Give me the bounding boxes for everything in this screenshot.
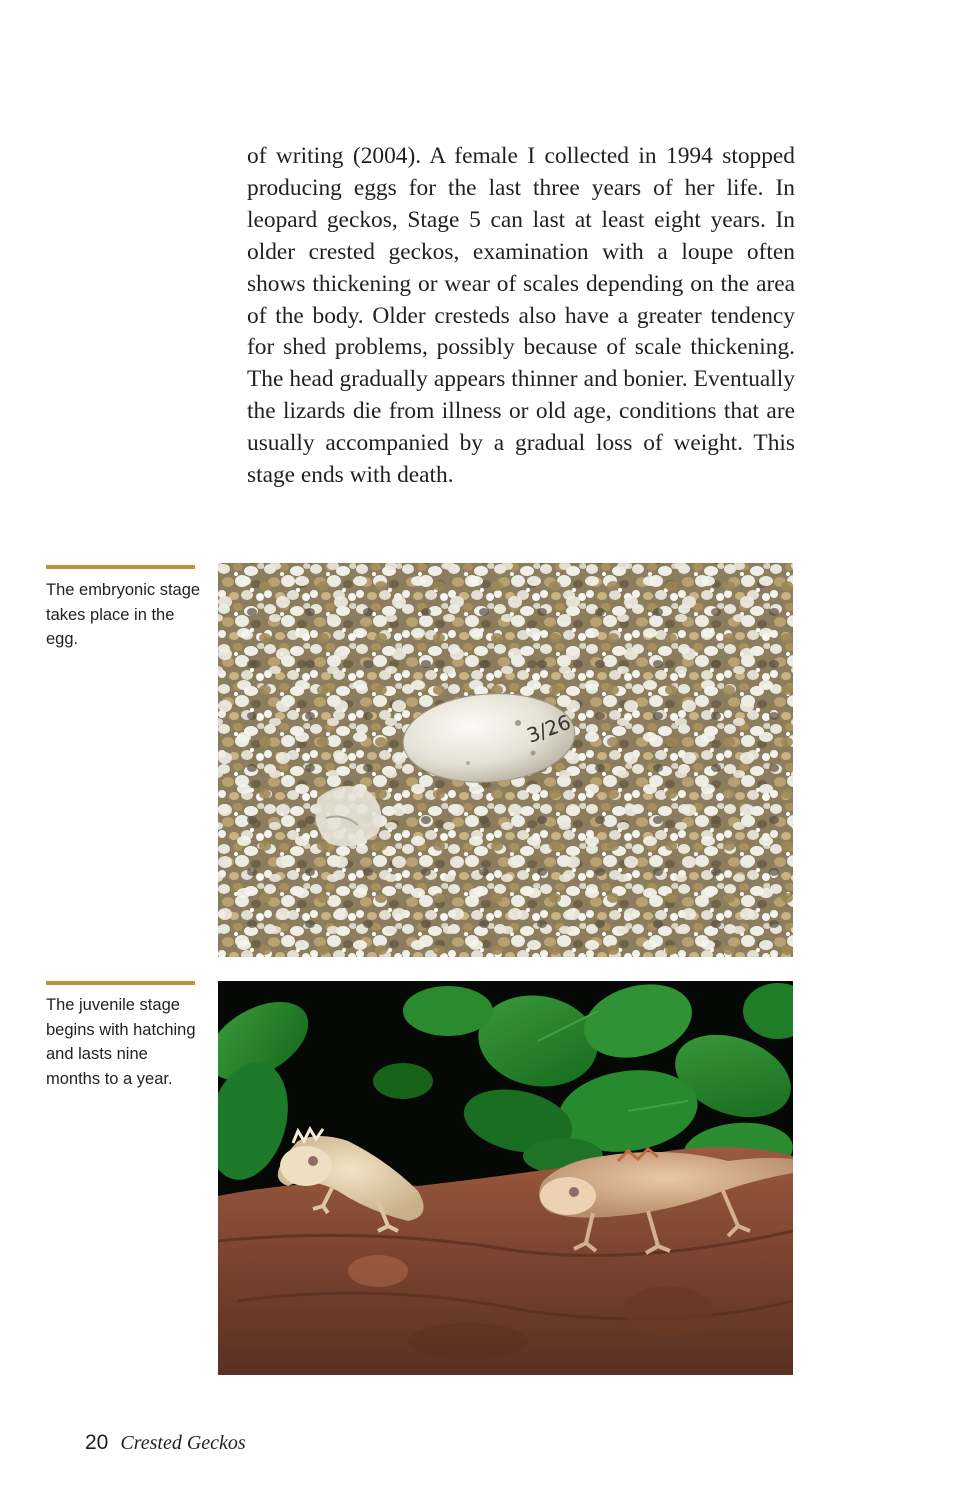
page-footer — [85, 1430, 246, 1455]
running-title: Crested Geckos — [120, 1432, 246, 1454]
caption-embryonic: The embryonic stage takes place in the egg. — [46, 581, 201, 648]
body-paragraph: of writing (2004). A female I collected in 1994 stopped producing eggs for the last three years of her life. In leopard geckos, Stage 5 can last at least eight years. In older crested geckos, examination with a loupe often shows thickening or wear of scales depending on the area of the body. Older cresteds also have a greater tendency for shed problems, possibly because of scale thickening. The head gradually appears thinner and bonier. Eventually the lizards die from illness or old age, conditions that are usually accompanied by a gradual loss of weight. This stage ends with death. — [247, 143, 795, 489]
photo-juvenile-geckos — [218, 981, 793, 1375]
page-number: 20 — [85, 1431, 109, 1454]
caption-rule-embryonic — [46, 565, 195, 569]
caption-juvenile: The juvenile stage begins with hatching and lasts nine months to a year. — [46, 996, 196, 1088]
photo-egg-in-vermiculite — [218, 563, 793, 957]
caption-rule-juvenile — [46, 981, 195, 985]
egg-marking: 3/26 — [523, 709, 574, 748]
